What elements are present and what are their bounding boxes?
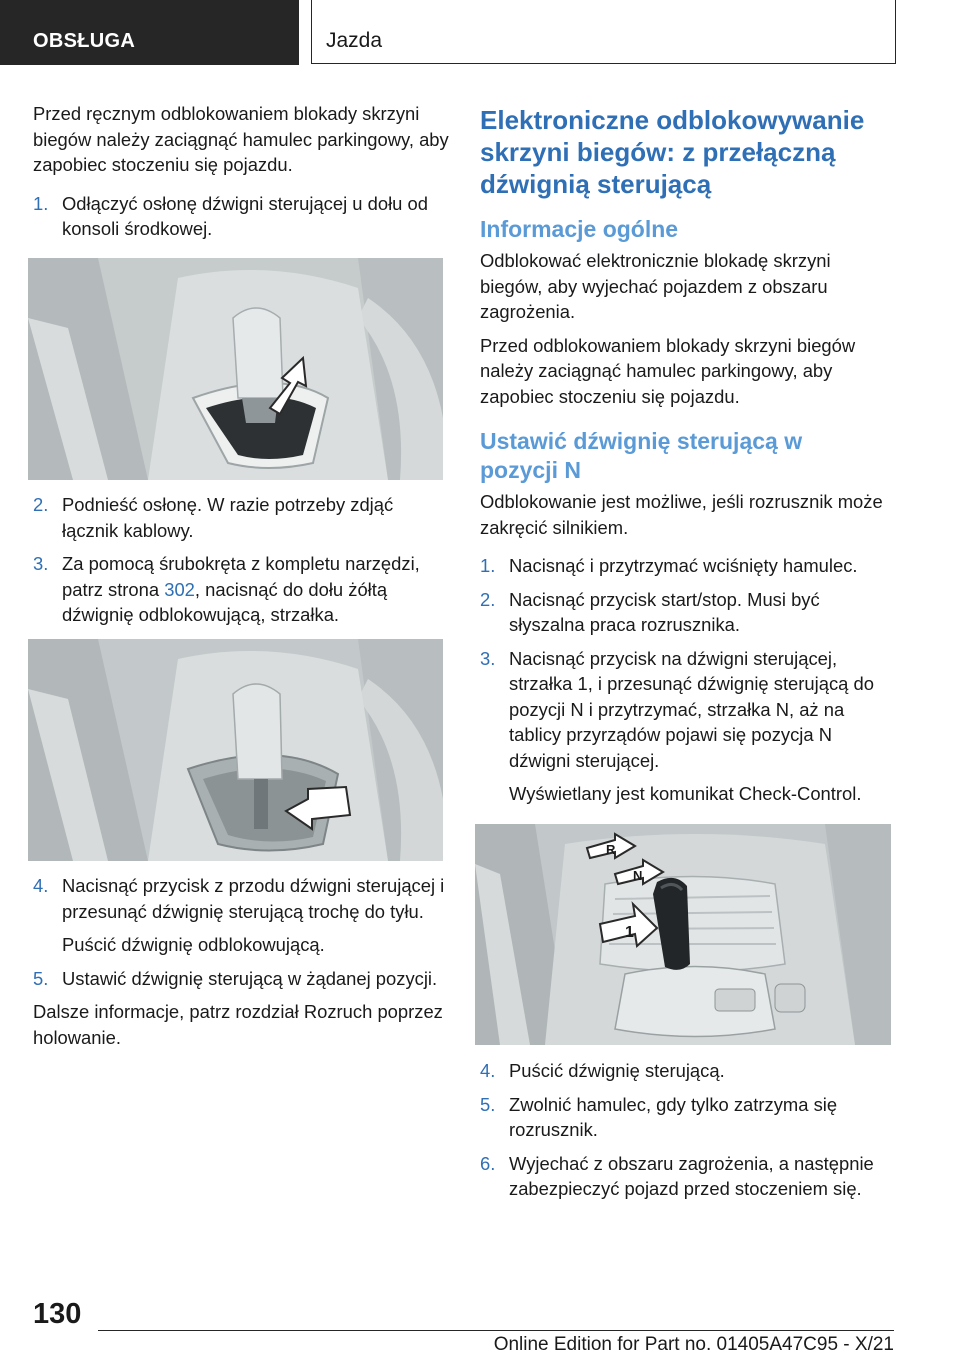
- list-item: [480, 1058, 896, 1084]
- right-steps-4-6: [480, 1058, 896, 1202]
- left-steps-2-3: [33, 492, 453, 628]
- list-item: [480, 553, 896, 579]
- step-text-tail: , nacisnąć do dołu żółtą dźwignię odblokowującą, strzałka.: [62, 578, 388, 625]
- step-number: 3.: [33, 553, 49, 574]
- step-number: 1.: [33, 192, 49, 214]
- step-number: 5.: [33, 967, 49, 989]
- arrow-label-1: 1: [625, 924, 634, 941]
- page-reference-link[interactable]: 302: [164, 578, 195, 600]
- step-text: Zwolnić hamulec, gdy tylko zatrzyma się rozrusznik.: [509, 1093, 838, 1140]
- section-label: OBSŁUGA: [33, 30, 136, 52]
- right-column: [480, 104, 896, 807]
- step-text: Za pomocą śrubokręta z kompletu narzędzi, patrz strona: [62, 553, 420, 600]
- step-number: 6.: [480, 1152, 496, 1174]
- general-heading: Informacje ogólne: [480, 216, 679, 242]
- left-column: [33, 101, 453, 242]
- list-item: [33, 966, 453, 992]
- chapter-box: [311, 0, 896, 64]
- step-text: Nacisnąć przycisk z przodu dźwigni sterującej i przesunąć dźwignię sterującą trochę do tyłu.: [62, 875, 445, 922]
- list-item: [480, 1092, 896, 1143]
- step-text: Nacisnąć i przytrzymać wciśnięty hamulec.: [509, 555, 858, 576]
- list-item: [480, 587, 896, 638]
- general-paragraph-1: Odblokować elektronicznie blokadę skrzyni biegów, aby wyjechać pojazdem z obszaru zagrożenia.: [480, 250, 831, 322]
- step-number: 5.: [480, 1093, 496, 1115]
- step-text: Nacisnąć przycisk start/stop. Musi być słyszalna praca rozrusznika.: [509, 588, 820, 635]
- step-number: 3.: [480, 647, 496, 669]
- footer-divider: [98, 1330, 894, 1331]
- arrow-label-n: N: [633, 868, 643, 883]
- n-position-heading: Ustawić dźwignię sterującą w pozycji N: [480, 428, 803, 483]
- n-intro-paragraph: Odblokowanie jest możliwe, jeśli rozrusznik może zakręcić silnikiem.: [480, 491, 883, 538]
- step-text: Nacisnąć przycisk na dźwigni sterującej, strzałka 1, i przesunąć dźwignię sterującą do pozycji N i przytrzymać, strzałka N, aż na tablicy przyrządów pojawi się pozycja N dźwigni sterującej.: [509, 647, 874, 771]
- list-item: [33, 191, 453, 242]
- step-text: Puścić dźwignię sterującą.: [509, 1060, 725, 1081]
- list-item: [33, 873, 453, 958]
- step-number: 2.: [33, 494, 49, 515]
- step-text: Odłączyć osłonę dźwigni sterującej u dołu od konsoli środkowej.: [62, 192, 428, 239]
- section-tab: [0, 0, 299, 65]
- arrow-label-r: R: [606, 842, 616, 857]
- list-item: [480, 1151, 896, 1202]
- step-subtext: Wyświetlany jest komunikat Check-Control.: [509, 783, 862, 804]
- step-number: 1.: [480, 555, 496, 576]
- section-title: Elektroniczne odblokowywanie skrzyni biegów: z przełączną dźwignią sterującą: [480, 105, 865, 199]
- general-paragraph-2: Przed odblokowaniem blokady skrzyni biegów należy zaciągnąć hamulec parkingowy, aby zapobiec stoczeniu się pojazdu.: [480, 334, 856, 407]
- step-number: 4.: [480, 1060, 496, 1081]
- list-item: [33, 492, 453, 543]
- edition-footer: Online Edition for Part no. 01405A47C95 - X/21: [493, 1334, 894, 1355]
- step-number: 2.: [480, 588, 496, 610]
- list-item: [480, 646, 896, 807]
- shift-cover-photo: [28, 258, 443, 480]
- selector-lever-photo: [475, 824, 891, 1045]
- step-number: 4.: [33, 875, 49, 896]
- release-lever-photo: [28, 639, 443, 861]
- step-subtext: Puścić dźwignię odblokowującą.: [62, 934, 325, 955]
- left-steps-4-5: [33, 873, 453, 1050]
- list-item: [33, 551, 453, 628]
- step-text: Podnieść osłonę. W razie potrzeby zdjąć łącznik kablowy.: [62, 494, 394, 541]
- page-number: 130: [33, 1298, 82, 1330]
- chapter-label: Jazda: [326, 29, 383, 52]
- step-text: Wyjechać z obszaru zagrożenia, a następnie zabezpieczyć pojazd przed stoczeniem się.: [509, 1152, 874, 1199]
- outro-paragraph: Dalsze informacje, patrz rozdział Rozruch poprzez holowanie.: [33, 1001, 443, 1048]
- intro-paragraph: Przed ręcznym odblokowaniem blokady skrzyni biegów należy zaciągnąć hamulec parkingowy, aby zapobiec stoczeniu się pojazdu.: [33, 103, 449, 175]
- step-text: Ustawić dźwignię sterującą w żądanej pozycji.: [62, 967, 438, 989]
